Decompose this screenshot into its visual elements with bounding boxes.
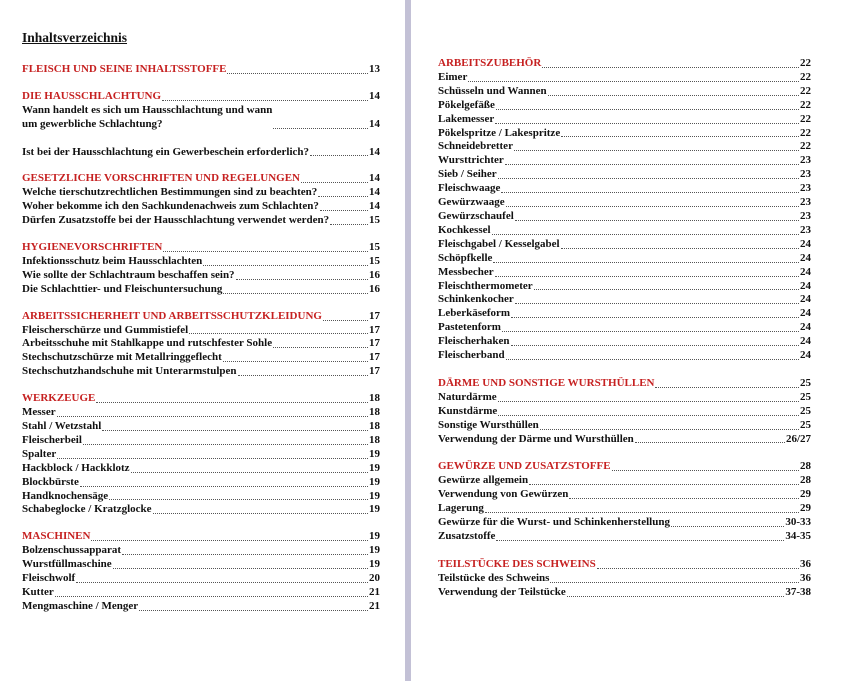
toc-entry[interactable] [22,600,380,614]
toc-section-heading[interactable] [22,241,380,255]
toc-entry[interactable] [438,99,811,113]
toc-entry-title: Stechschutzhandschuhe mit Unterarmstulpen [22,365,237,378]
toc-page-number: 24 [800,237,811,250]
toc-entry-title: Fleischwaage [438,182,501,195]
dot-leader [495,276,799,277]
dot-leader [153,513,368,514]
toc-page-number: 17 [369,365,380,378]
dot-leader [236,279,368,280]
toc-entry[interactable] [22,503,380,517]
toc-section [22,63,380,77]
toc-entry-title: Gewürzschaufel [438,209,514,222]
toc-entry-title: Schinkenkocher [438,293,514,306]
dot-leader [671,526,784,527]
toc-entry[interactable] [438,391,811,405]
toc-entry-title: Schneidebretter [438,140,513,153]
toc-entry[interactable] [22,214,380,228]
toc-page-number: 22 [800,70,811,83]
dot-leader [223,361,368,362]
dot-leader [273,128,368,129]
toc-heading-title: WERKZEUGE [22,392,96,405]
dot-leader [189,333,368,334]
toc-heading-title: ARBEITSSICHERHEIT UND ARBEITSSCHUTZKLEIDUNG [22,309,322,322]
toc-entry[interactable] [22,337,380,351]
dot-leader [76,582,368,583]
dot-leader [540,429,799,430]
dot-leader [515,303,799,304]
toc-entry[interactable] [438,530,811,544]
toc-entry-title: Die Schlachttier- und Fleischuntersuchung [22,282,223,295]
toc-entry-title: Wurstfüllmaschine [22,558,112,571]
toc-page-number: 28 [800,474,811,487]
toc-section-heading[interactable] [22,63,380,77]
dot-leader [529,484,799,485]
toc-entry-title: Bolzenschussapparat [22,544,122,557]
toc-section [22,90,380,160]
toc-entry[interactable] [438,293,811,307]
toc-entry-title: Ist bei der Hausschlachtung ein Gewerbeschein erforderlich? [22,145,309,158]
toc-section [22,530,380,613]
toc-page-number: 24 [800,349,811,362]
toc-entry-title: Gewürze allgemein [438,474,529,487]
toc-entry[interactable] [22,146,380,160]
dot-leader [511,317,799,318]
dot-leader [468,81,799,82]
toc-entry[interactable] [438,71,811,85]
toc-page-number: 24 [800,251,811,264]
toc-entry-title: Spalter [22,447,57,460]
toc-entry-title: Kutter [22,585,54,598]
dot-leader [506,206,799,207]
toc-page-number: 24 [800,265,811,278]
toc-page-number: 24 [800,293,811,306]
toc-page-number: 24 [800,321,811,334]
toc-heading-title: HYGIENEVORSCHRIFTEN [22,241,163,254]
dot-leader [561,248,799,249]
toc-entry-title: Verwendung der Därme und Wursthüllen [438,432,634,445]
dot-leader [323,320,368,321]
toc-page-number: 13 [369,63,380,75]
toc-page-number: 36 [800,571,811,584]
dot-leader [238,375,368,376]
dot-leader [511,345,800,346]
toc-page-number: 14 [369,172,380,185]
dot-leader [542,67,799,68]
toc-heading-title: DIE HAUSSCHLACHTUNG [22,89,162,102]
toc-section [438,558,811,600]
toc-entry-title: Pökelspritze / Lakespritze [438,126,561,139]
dot-leader [597,568,799,569]
toc-entry[interactable] [438,127,811,141]
toc-section-heading[interactable] [22,90,380,104]
toc-page-number: 28 [800,460,811,473]
dot-leader [567,596,785,597]
toc-entry[interactable] [438,168,811,182]
dot-leader [318,196,368,197]
right-toc-column [438,57,811,600]
toc-page-number: 19 [369,489,380,502]
toc-entry-title: Kunstdärme [438,404,498,417]
dot-leader [506,359,799,360]
toc-entry-title: Fleischerhaken [438,335,510,348]
toc-entry-title: Teilstücke des Schweins [438,571,550,584]
toc-page-number: 25 [800,390,811,403]
toc-entry[interactable] [22,434,380,448]
dot-leader [498,415,799,416]
dot-leader [561,136,799,137]
toc-section-heading[interactable] [438,377,811,391]
toc-entry[interactable] [22,200,380,214]
dot-leader [109,499,368,500]
toc-entry-title: Naturdärme [438,390,497,403]
toc-page-number: 18 [369,420,380,433]
dot-leader [514,150,799,151]
dot-leader [569,498,799,499]
toc-heading-title: MASCHINEN [22,530,91,543]
dot-leader [502,331,799,332]
toc-entry-title: Handknochensäge [22,489,109,502]
toc-entry[interactable] [22,448,380,462]
dot-leader [612,470,799,471]
dot-leader [57,416,368,417]
toc-entry[interactable] [438,405,811,419]
toc-entry[interactable] [22,558,380,572]
dot-leader [301,182,368,183]
toc-title: Inhaltsverzeichnis [22,30,128,45]
toc-page-number: 18 [369,433,380,446]
toc-page-number: 21 [369,599,380,612]
toc-entry[interactable] [438,474,811,488]
dot-leader [498,178,799,179]
dot-leader [498,401,799,402]
toc-entry[interactable] [22,283,380,297]
toc-page-number: 22 [800,84,811,97]
toc-entry[interactable] [438,433,811,447]
toc-page-number: 23 [800,209,811,222]
toc-page-number: 15 [369,214,380,227]
toc-entry-title: Fleischthermometer [438,279,533,292]
dot-leader [515,220,799,221]
dot-leader [80,486,368,487]
dot-leader [55,596,368,597]
dot-leader [492,234,799,235]
toc-section [438,460,811,543]
toc-entry[interactable] [22,462,380,476]
toc-page-number: 15 [369,241,380,254]
toc-page-number: 37-38 [785,585,811,598]
toc-entry[interactable] [22,420,380,434]
toc-page-number: 24 [800,335,811,348]
toc-heading-title: ARBEITSZUBEHÖR [438,57,542,69]
toc-entry[interactable] [438,266,811,280]
toc-entry-title: Messbecher [438,265,494,278]
toc-entry[interactable] [438,419,811,433]
toc-page-number: 25 [800,404,811,417]
dot-leader [496,109,799,110]
dot-leader [493,262,799,263]
toc-section [438,377,811,447]
toc-page-number: 24 [800,279,811,292]
toc-entry-title: Zusatzstoffe [438,530,496,542]
toc-entry[interactable] [438,516,811,530]
toc-section-heading[interactable] [438,558,811,572]
toc-entry[interactable] [438,572,811,586]
toc-page-number: 14 [369,145,380,158]
dot-leader [122,554,368,555]
toc-entry[interactable] [438,502,811,516]
toc-section-heading[interactable] [22,310,380,324]
toc-entry[interactable] [22,586,380,600]
toc-page-number: 23 [800,196,811,209]
toc-section-heading[interactable] [438,57,811,71]
toc-entry[interactable] [22,406,380,420]
toc-entry-title: Verwendung der Teilstücke [438,585,566,598]
toc-page-number: 24 [800,307,811,320]
toc-entry-title: Arbeitsschuhe mit Stahlkappe und rutschfester Sohle [22,337,273,350]
toc-entry-title: Eimer [438,70,468,83]
dot-leader [113,568,368,569]
dot-leader [91,540,368,541]
toc-entry-title: Messer [22,406,56,419]
toc-entry[interactable] [22,490,380,504]
toc-entry[interactable] [22,255,380,269]
toc-page-number: 17 [369,337,380,350]
toc-entry[interactable] [22,269,380,283]
toc-page-number: 25 [800,376,811,389]
toc-page-number: 18 [369,406,380,419]
toc-page-number: 19 [369,530,380,543]
toc-section-heading[interactable] [22,172,380,186]
toc-page-number: 25 [800,418,811,431]
toc-page-number: 18 [369,392,380,405]
dot-leader [96,402,368,403]
toc-page-number: 22 [800,112,811,125]
dot-leader [635,442,785,443]
toc-entry-title: Woher bekomme ich den Sachkundenachweis zum Schlachten? [22,200,319,213]
toc-section [438,57,811,363]
toc-entry-title: Fleischerschürze und Gummistiefel [22,323,189,336]
toc-heading-title: FLEISCH UND SEINE INHALTSSTOFFE [22,63,227,75]
toc-entry-title: Lagerung [438,502,484,515]
toc-page-number: 22 [800,57,811,69]
toc-entry-title: Fleischwolf [22,572,76,585]
toc-page-number: 15 [369,254,380,267]
toc-page-number: 20 [369,572,380,585]
toc-entry-title: Verwendung von Gewürzen [438,488,569,501]
dot-leader [163,251,368,252]
toc-entry-title: Welche tierschutzrechtlichen Bestimmungen sind zu beachten? [22,186,318,199]
dot-leader [655,387,799,388]
toc-entry-title: Fleischerbeil [22,433,82,446]
toc-page-number: 17 [369,309,380,322]
toc-page-number: 22 [800,140,811,153]
toc-page-number: 21 [369,585,380,598]
toc-entry-title: Fleischgabel / Kesselgabel [438,237,560,250]
toc-entry[interactable] [438,321,811,335]
toc-page-number: 19 [369,461,380,474]
toc-page-number: 19 [369,447,380,460]
toc-heading-title: DÄRME UND SONSTIGE WURSTHÜLLEN [438,376,655,389]
toc-section [22,241,380,297]
toc-page-number: 14 [369,200,380,213]
toc-page-number: 23 [800,182,811,195]
toc-page-number: 26/27 [785,432,811,445]
toc-entry[interactable] [438,349,811,363]
toc-entry[interactable] [438,238,811,252]
toc-page-number: 23 [800,223,811,236]
toc-heading-title: GEWÜRZE UND ZUSATZSTOFFE [438,460,611,473]
toc-entry-title: Wie sollte der Schlachtraum beschaffen sein? [22,268,235,281]
dot-leader [102,430,368,431]
toc-entry[interactable] [22,476,380,490]
toc-entry[interactable] [438,140,811,154]
dot-leader [485,512,799,513]
dot-leader [330,224,368,225]
toc-page-number: 19 [369,558,380,571]
dot-leader [223,293,368,294]
toc-heading-title: GESETZLICHE VORSCHRIFTEN UND REGELUNGEN [22,172,300,185]
toc-section [22,172,380,228]
toc-entry[interactable] [438,182,811,196]
dot-leader [495,123,799,124]
toc-spacer [22,132,380,146]
toc-page-number: 34-35 [785,530,811,542]
right-page [411,0,845,681]
toc-entry[interactable] [22,365,380,379]
toc-entry-title: Gewürze für die Wurst- und Schinkenherstellung [438,516,670,529]
toc-entry-title: Leberkäseform [438,307,511,320]
toc-entry-title: Fleischerband [438,349,505,362]
dot-leader [273,347,368,348]
toc-page-number: 22 [800,126,811,139]
toc-entry-title: Hackblock / Hackklotz [22,461,130,474]
toc-entry-title: Schabeglocke / Kratzglocke [22,503,152,516]
toc-entry[interactable] [438,586,811,600]
toc-page-number: 19 [369,475,380,488]
toc-heading-title: TEILSTÜCKE DES SCHWEINS [438,557,596,570]
toc-entry[interactable] [438,307,811,321]
toc-entry[interactable] [438,224,811,238]
dot-leader [548,95,799,96]
toc-page-number: 19 [369,503,380,516]
toc-entry-title: Schöpfkelle [438,251,493,264]
toc-entry[interactable] [438,85,811,99]
toc-entry[interactable] [22,572,380,586]
toc-section [22,392,380,517]
toc-page-number: 17 [369,351,380,364]
toc-page-number: 16 [369,268,380,281]
dot-leader [534,289,799,290]
toc-entry[interactable] [22,544,380,558]
dot-leader [550,582,799,583]
toc-entry[interactable] [438,488,811,502]
dot-leader [203,265,368,266]
toc-page-number: 16 [369,282,380,295]
dot-leader [505,164,799,165]
toc-page-number: 17 [369,323,380,336]
toc-section-heading[interactable] [22,392,380,406]
toc-page-number: 36 [800,557,811,570]
toc-page-number: 14 [369,186,380,199]
toc-entry-title: Schüsseln und Wannen [438,84,547,97]
toc-page-number: 29 [800,488,811,501]
toc-entry-title: Gewürzwaage [438,196,505,209]
dot-leader [131,472,368,473]
toc-entry[interactable] [22,104,380,132]
dot-leader [83,444,368,445]
toc-entry-title: Mengmaschine / Menger [22,599,139,612]
toc-entry-title: Sonstige Wursthüllen [438,418,539,431]
toc-entry[interactable] [438,335,811,349]
toc-entry-title: Blockbürste [22,475,79,488]
toc-entry[interactable] [22,186,380,200]
toc-entry-title: Wann handelt es sich um Hausschlachtung und wann um gewerbliche Schlachtung? [22,103,273,130]
toc-entry-title: Pökelgefäße [438,98,495,111]
toc-entry[interactable] [438,113,811,127]
toc-page-number: 19 [369,544,380,557]
toc-entry-title: Wursttrichter [438,154,504,167]
toc-entry-title: Lakemesser [438,112,495,125]
toc-entry[interactable] [438,196,811,210]
toc-section [22,310,380,380]
toc-entry-title: Pastetenform [438,321,501,334]
dot-leader [227,73,368,74]
toc-entry-title: Stechschutzschürze mit Metallringgeflecht [22,351,222,364]
toc-entry-title: Stahl / Wetzstahl [22,420,102,433]
toc-entry[interactable] [438,280,811,294]
dot-leader [496,540,784,541]
left-toc-column [22,63,380,614]
dot-leader [320,210,368,211]
toc-entry[interactable] [22,324,380,338]
toc-page-number: 23 [800,154,811,167]
toc-section-heading[interactable] [438,460,811,474]
toc-page-number: 29 [800,502,811,515]
dot-leader [57,458,368,459]
toc-page-number: 23 [800,168,811,181]
toc-entry-title: Dürfen Zusatzstoffe bei der Hausschlachtung verwendet werden? [22,214,330,227]
toc-section-heading[interactable] [22,530,380,544]
toc-page-number: 14 [369,89,380,102]
toc-entry[interactable] [22,351,380,365]
toc-page-number: 30-33 [785,516,811,529]
toc-entry-title: Infektionsschutz beim Hausschlachten [22,254,203,267]
toc-entry[interactable] [438,210,811,224]
dot-leader [162,100,368,101]
toc-entry[interactable] [438,252,811,266]
left-page [0,0,405,681]
toc-page-number: 22 [800,98,811,111]
toc-entry-title: Sieb / Seiher [438,168,497,181]
dot-leader [501,192,799,193]
toc-entry[interactable] [438,154,811,168]
toc-page-number: 14 [369,117,380,130]
toc-entry-title: Kochkessel [438,223,491,236]
dot-leader [310,155,368,156]
dot-leader [139,610,368,611]
